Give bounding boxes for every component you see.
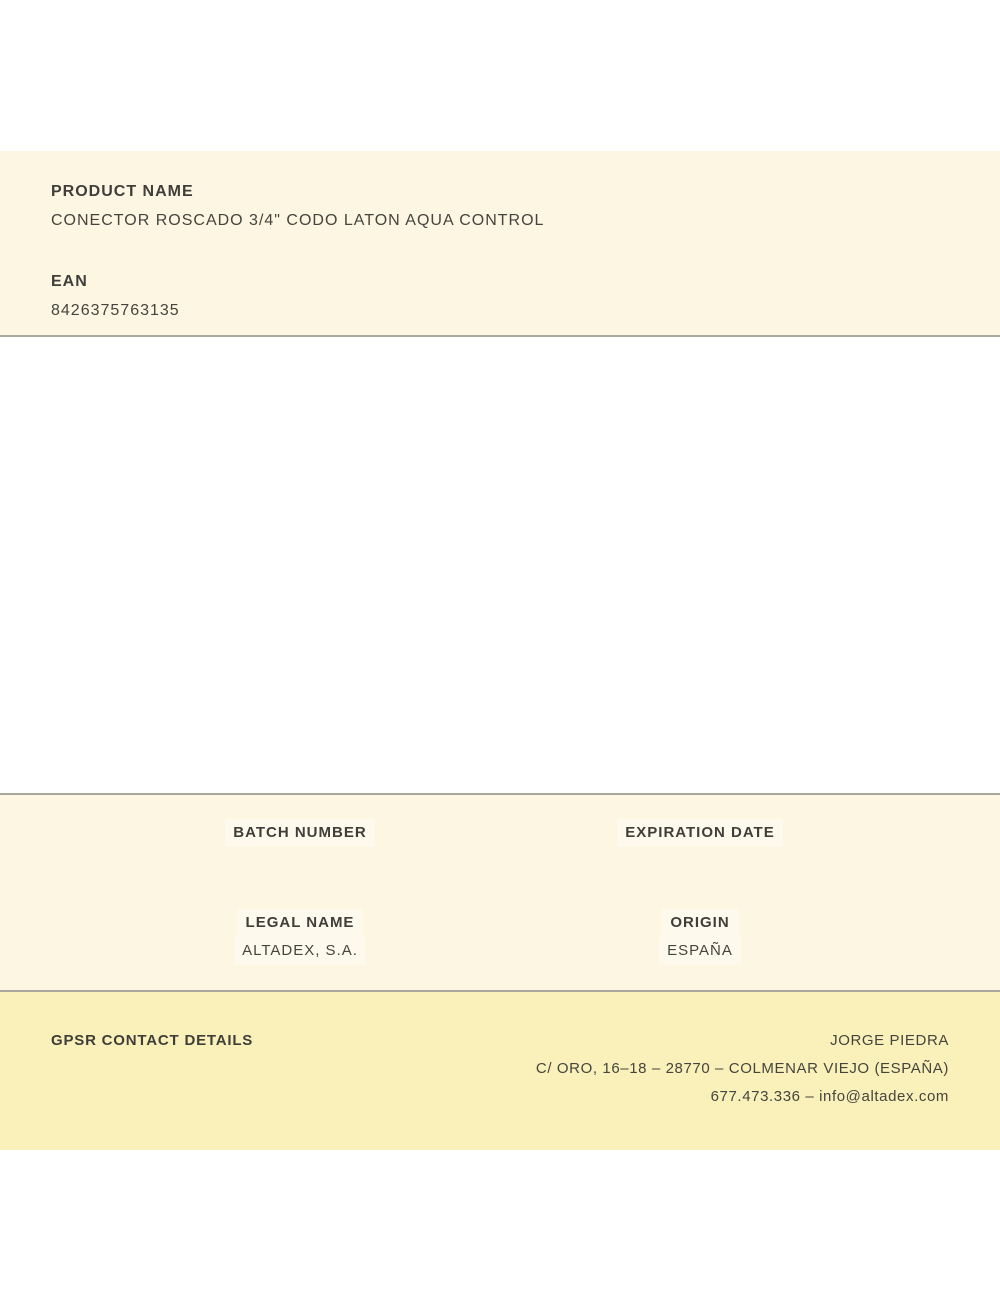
ean-value: 8426375763135	[51, 302, 180, 319]
product-section	[0, 151, 1000, 337]
legal-name-value	[100, 937, 500, 965]
bottom-margin	[0, 1150, 1000, 1300]
expiration-date-label-text: EXPIRATION DATE	[617, 819, 782, 847]
gpsr-contact-address: C/ ORO, 16–18 – 28770 – COLMENAR VIEJO (ESPAÑA)	[535, 1060, 949, 1077]
gpsr-contact-details-label: GPSR CONTACT DETAILS	[51, 1032, 254, 1049]
legal-name-value-text: ALTADEX, S.A.	[234, 937, 366, 965]
batch-grid	[100, 819, 900, 965]
expiration-date-value	[500, 847, 900, 875]
product-name-label: PRODUCT NAME	[51, 183, 194, 200]
origin-label	[500, 909, 900, 937]
blank-middle-area	[0, 337, 1000, 793]
batch-left-column	[100, 819, 500, 965]
legal-name-label	[100, 909, 500, 937]
origin-label-text: ORIGIN	[662, 909, 737, 937]
ean-label: EAN	[51, 273, 88, 290]
origin-value-text: ESPAÑA	[659, 937, 741, 965]
gpsr-section	[0, 992, 1000, 1150]
gpsr-contact-phone-email: 677.473.336 – info@altadex.com	[710, 1088, 949, 1105]
gpsr-contact-block	[253, 1027, 949, 1111]
batch-section	[0, 793, 1000, 992]
batch-number-value	[100, 847, 500, 875]
batch-number-label-text: BATCH NUMBER	[225, 819, 374, 847]
product-name-value: CONECTOR ROSCADO 3/4" CODO LATON AQUA CONTROL	[51, 212, 545, 229]
top-margin	[0, 0, 1000, 151]
batch-right-column	[500, 819, 900, 965]
expiration-date-label	[500, 819, 900, 847]
origin-value	[500, 937, 900, 965]
legal-name-label-text: LEGAL NAME	[238, 909, 363, 937]
gpsr-contact-name: JORGE PIEDRA	[830, 1032, 949, 1049]
batch-number-label	[100, 819, 500, 847]
